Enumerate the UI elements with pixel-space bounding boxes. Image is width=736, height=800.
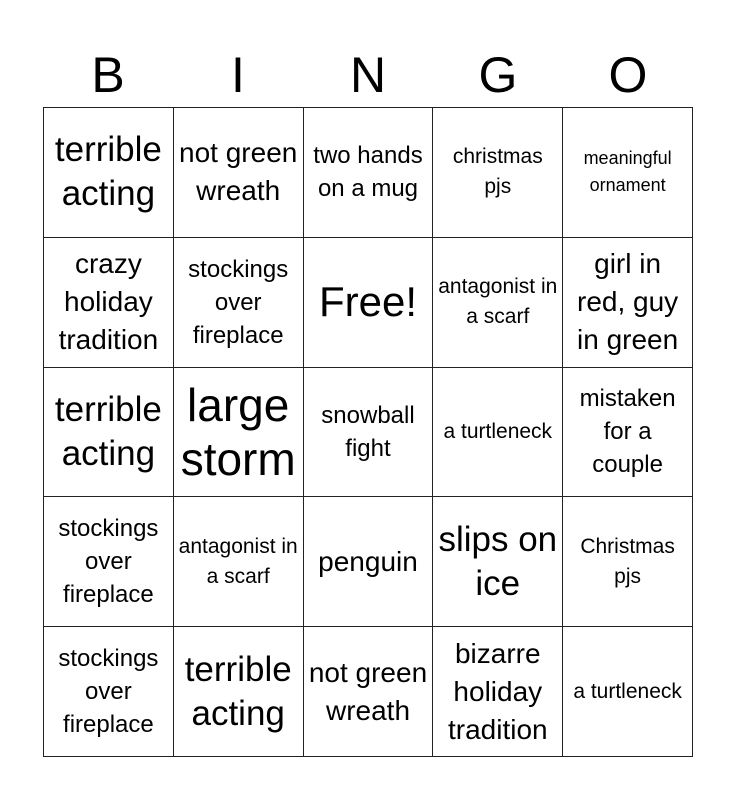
cell-text: Free! (318, 278, 417, 326)
cell-text: penguin (318, 545, 418, 577)
bingo-cell[interactable] (433, 368, 563, 498)
bingo-cell[interactable] (433, 108, 563, 238)
bingo-grid (43, 107, 693, 757)
cell-text: slips on ice (438, 519, 558, 603)
bingo-cell[interactable] (563, 238, 693, 368)
bingo-cell[interactable] (563, 108, 693, 238)
bingo-cell[interactable] (44, 368, 174, 498)
bingo-cell[interactable] (44, 108, 174, 238)
bingo-cell[interactable] (174, 238, 304, 368)
header-letter-b: B (91, 47, 125, 103)
cell-text: stockings over fireplace (58, 515, 159, 609)
cell-text: antagonist in a scarf (438, 275, 558, 329)
cell-text: stockings over fireplace (58, 645, 159, 739)
bingo-cell[interactable] (304, 108, 434, 238)
bingo-cell[interactable] (433, 238, 563, 368)
bingo-cell[interactable] (433, 497, 563, 627)
cell-text: terrible acting (54, 389, 162, 473)
cell-text: girl in red, guy in green (577, 248, 679, 356)
cell-text: crazy holiday tradition (58, 248, 159, 356)
cell-text: christmas pjs (452, 145, 543, 199)
header-letter-i: I (231, 47, 245, 103)
header-letter-g: G (478, 47, 518, 103)
bingo-cell[interactable] (44, 627, 174, 757)
cell-text: not green wreath (308, 656, 428, 726)
cell-text: not green wreath (179, 137, 298, 207)
bingo-cell[interactable] (304, 627, 434, 757)
bingo-header (43, 44, 693, 108)
bingo-cell[interactable] (174, 627, 304, 757)
bingo-cell[interactable] (174, 497, 304, 627)
cell-text: two hands on a mug (313, 142, 423, 203)
cell-text: bizarre holiday tradition (447, 637, 548, 745)
header-letter-n: N (349, 47, 387, 103)
bingo-cell[interactable] (304, 497, 434, 627)
cell-text: a turtleneck (443, 419, 553, 443)
bingo-cell[interactable] (304, 368, 434, 498)
bingo-cell[interactable] (174, 368, 304, 498)
bingo-cell[interactable] (563, 497, 693, 627)
cell-text: snowball fight (321, 401, 415, 462)
cell-text: terrible acting (184, 649, 292, 733)
bingo-cell[interactable] (174, 108, 304, 238)
header-letter-o: O (608, 47, 648, 103)
bingo-cell[interactable] (44, 238, 174, 368)
cell-text: meaningful ornament (583, 148, 672, 196)
cell-text: a turtleneck (573, 679, 682, 703)
bingo-cell[interactable] (433, 627, 563, 757)
free-cell[interactable] (304, 238, 434, 368)
cell-text: stockings over fireplace (188, 255, 289, 349)
cell-text: antagonist in a scarf (178, 534, 298, 588)
bingo-cell[interactable] (44, 497, 174, 627)
cell-text: Christmas pjs (580, 534, 675, 588)
bingo-cell[interactable] (563, 368, 693, 498)
bingo-cell[interactable] (563, 627, 693, 757)
cell-text: terrible acting (54, 130, 162, 214)
cell-text: mistaken for a couple (579, 385, 676, 479)
cell-text: large storm (180, 378, 296, 485)
